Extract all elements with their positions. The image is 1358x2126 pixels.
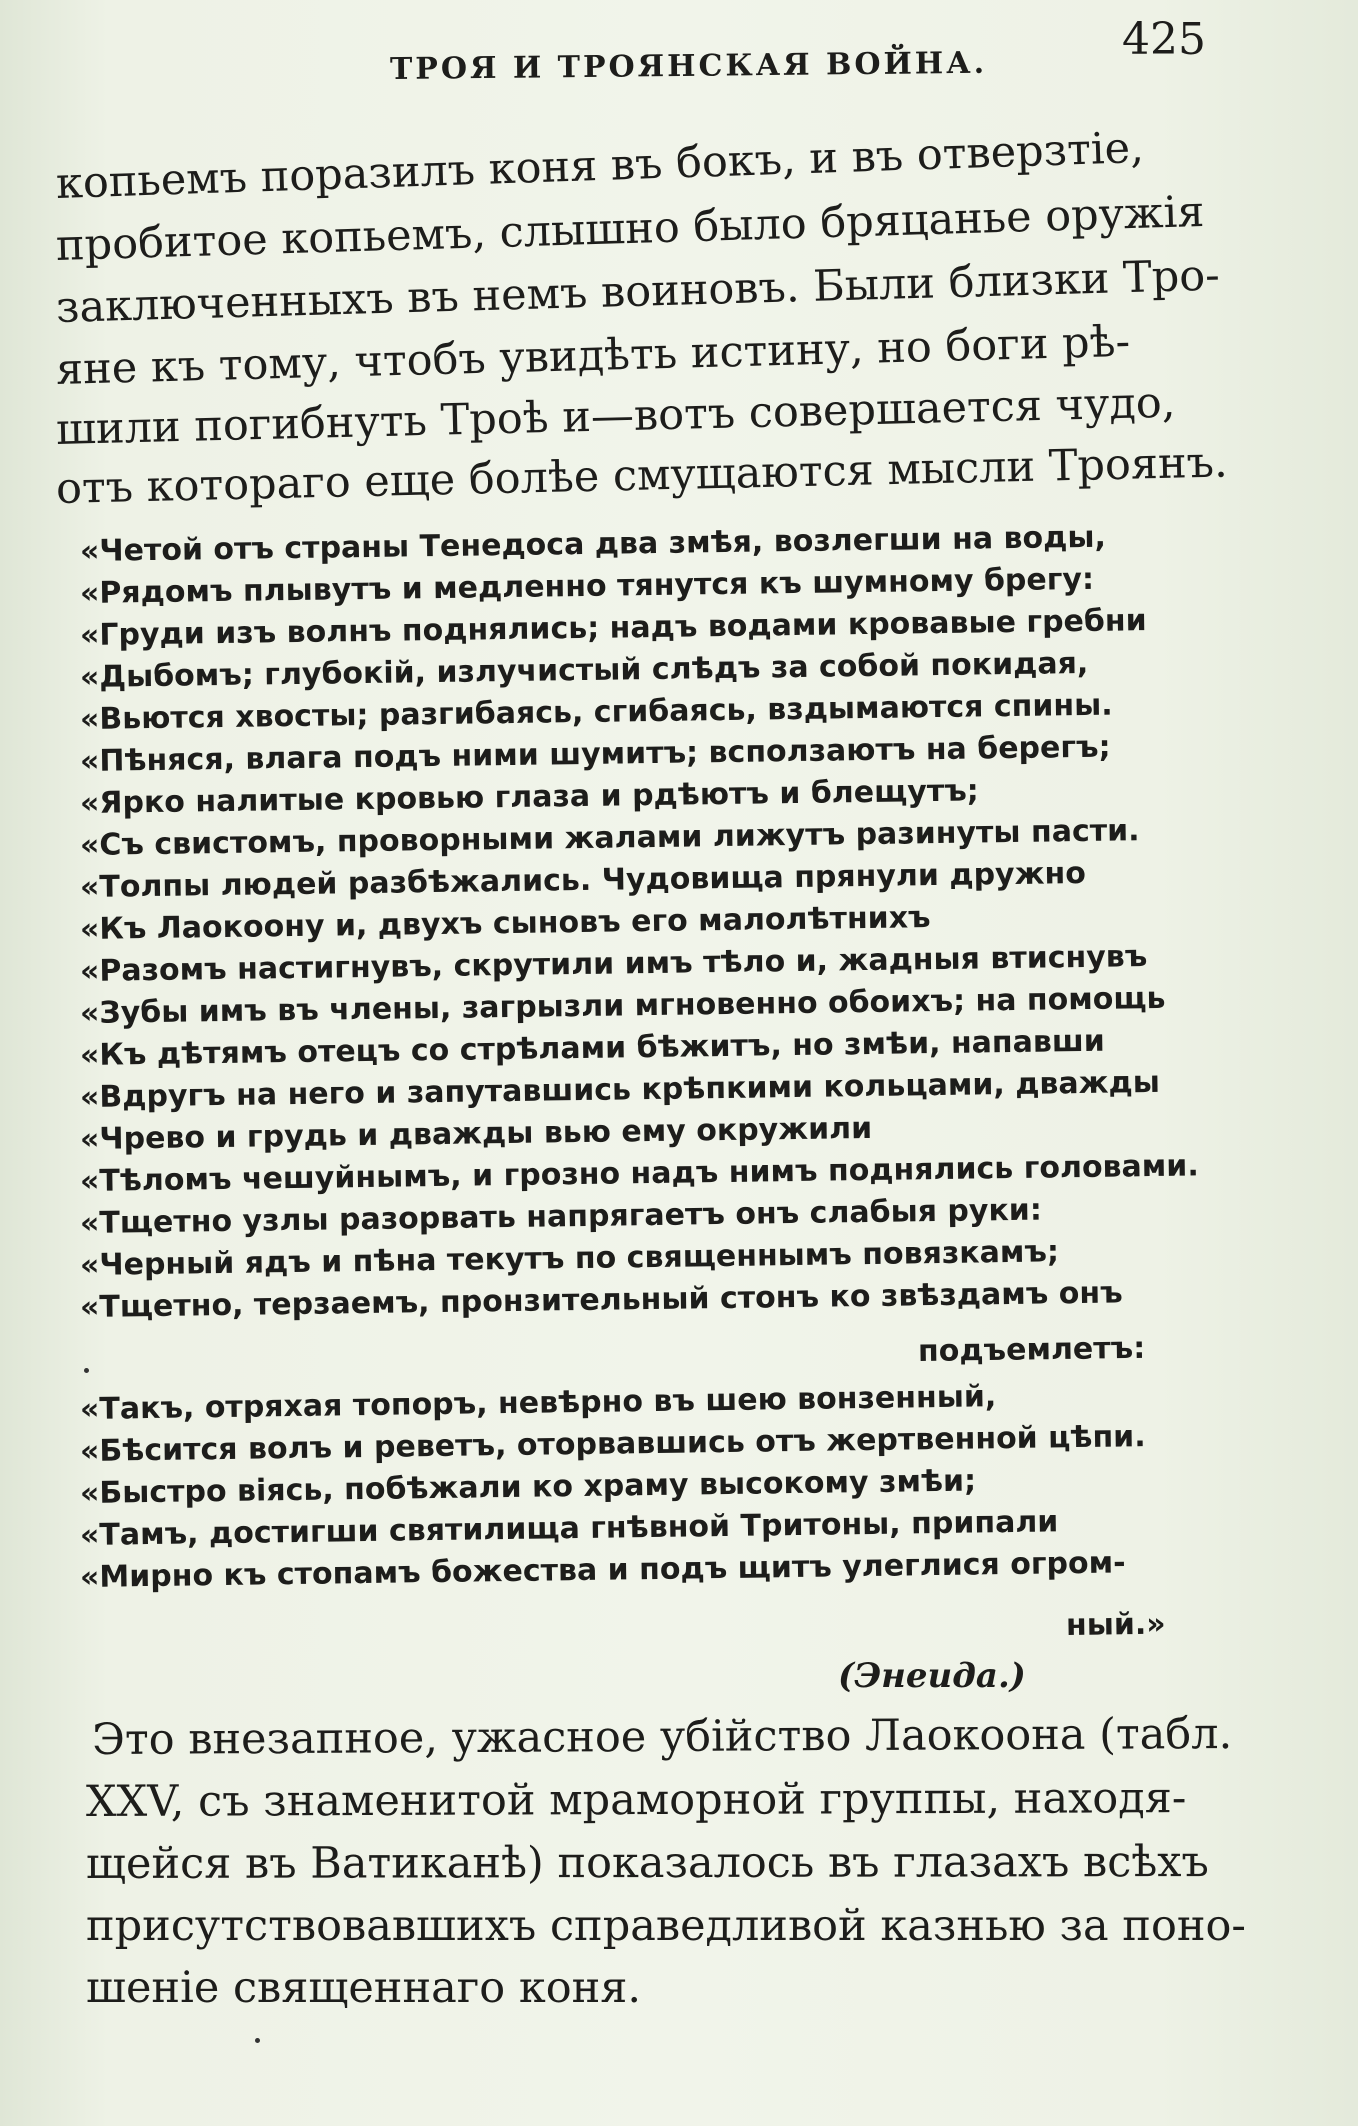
verse-line: «Зубы имъ въ члены, загрызли мгновенно обоихъ; на помощь	[79, 980, 1166, 1031]
verse-line: «Къ дѣтямъ отецъ со стрѣлами бѣжитъ, но змѣи, напавши	[79, 1023, 1105, 1073]
verse-attribution: (Энеида.)	[838, 1656, 1026, 1696]
verse-line: «Бѣсится волъ и реветъ, оторвавшись отъ жертвенной цѣпи.	[79, 1419, 1146, 1469]
verse-line: «Мирно къ стопамъ божества и подъ щитъ улеглися огром-	[79, 1545, 1126, 1595]
text-line: шеніе священнаго коня.	[86, 1963, 642, 2013]
verse-line-continuation: подъемлетъ:	[917, 1330, 1146, 1369]
text-line: отъ котораго еще болѣе смущаются мысли Троянъ.	[55, 437, 1229, 514]
verse-line: «Рядомъ плывутъ и медленно тянутся къ шумному брегу:	[79, 561, 1095, 611]
verse-line: «Тамъ, достигши святилища гнѣвной Тритоны, припали	[79, 1504, 1059, 1553]
verse-line: «Четой отъ страны Тенедоса два змѣя, возлегши на воды,	[79, 519, 1107, 569]
verse-line: «Черный ядъ и пѣна текутъ по священнымъ повязкамъ;	[79, 1234, 1060, 1283]
page-number: 425	[1122, 14, 1206, 65]
verse-line: «Такъ, отряхая топоръ, невѣрно въ шею вонзенный,	[79, 1379, 997, 1427]
text-line: присутствовавшихъ справедливой казнью за поно-	[86, 1901, 1246, 1951]
verse-line: «Тщетно узлы разорвать напрягаетъ онъ слабыя руки:	[79, 1192, 1043, 1241]
text-line: шили погибнуть Троѣ и—вотъ совершается чудо,	[55, 377, 1176, 455]
text-line: яне къ тому, чтобъ увидѣть истину, но боги рѣ-	[55, 316, 1131, 395]
text-line: Это внезапное, ужасное убійство Лаокоона (табл.	[91, 1709, 1233, 1765]
print-speck	[84, 1368, 89, 1373]
verse-line: «Толпы людей разбѣжались. Чудовища прянули дружно	[79, 855, 1087, 905]
verse-line: «Съ свистомъ, проворными жалами лижутъ разинуты пасти.	[79, 813, 1140, 863]
verse-line: «Тѣломъ чешуйнымъ, и грозно надъ нимъ поднялись головами.	[79, 1148, 1199, 1199]
verse-line: «Къ Лаокоону и, двухъ сыновъ его малолѣтнихъ	[79, 900, 931, 947]
running-head: ТРОЯ И ТРОЯНСКАЯ ВОЙНА.	[389, 45, 988, 87]
verse-line: «Разомъ настигнувъ, скрутили имъ тѣло и, жадныя втиснувъ	[79, 939, 1148, 989]
verse-line: «Вьются хвосты; разгибаясь, сгибаясь, вздымаются спины.	[79, 687, 1113, 737]
verse-line: «Груди изъ волнъ поднялись; надъ водами кровавые гребни	[79, 603, 1147, 653]
verse-line-continuation: ный.»	[1065, 1606, 1166, 1643]
verse-line: «Дыбомъ; глубокій, излучистый слѣдъ за собой покидая,	[79, 645, 1089, 695]
verse-line: «Вдругъ на него и запутавшись крѣпкими кольцами, дважды	[79, 1064, 1161, 1115]
text-line: копьемъ поразилъ коня въ бокъ, и въ отверзтіе,	[55, 122, 1145, 209]
text-line: пробитое копьемъ, слышно было бряцанье оружія	[55, 186, 1206, 271]
text-line: щейся въ Ватиканѣ) показалось въ глазахъ всѣхъ	[85, 1837, 1209, 1889]
verse-line: «Быстро віясь, побѣжали ко храму высокому змѣи;	[79, 1463, 977, 1511]
verse-line: «Ярко налитые кровью глаза и рдѣютъ и блещутъ;	[79, 773, 979, 821]
print-speck	[255, 2038, 260, 2043]
text-line: заключенныхъ въ немъ воиновъ. Были близки Тро-	[55, 250, 1221, 333]
verse-line: «Тщетно, терзаемъ, пронзительный стонъ ко звѣздамъ онъ	[79, 1275, 1123, 1325]
text-line: XXV, съ знаменитой мраморной группы, находя-	[85, 1773, 1187, 1827]
verse-line: «Пѣняся, влага подъ ними шумитъ; всползаютъ на берегъ;	[79, 729, 1111, 779]
verse-line: «Чрево и грудь и дважды вью ему окружили	[79, 1110, 873, 1157]
